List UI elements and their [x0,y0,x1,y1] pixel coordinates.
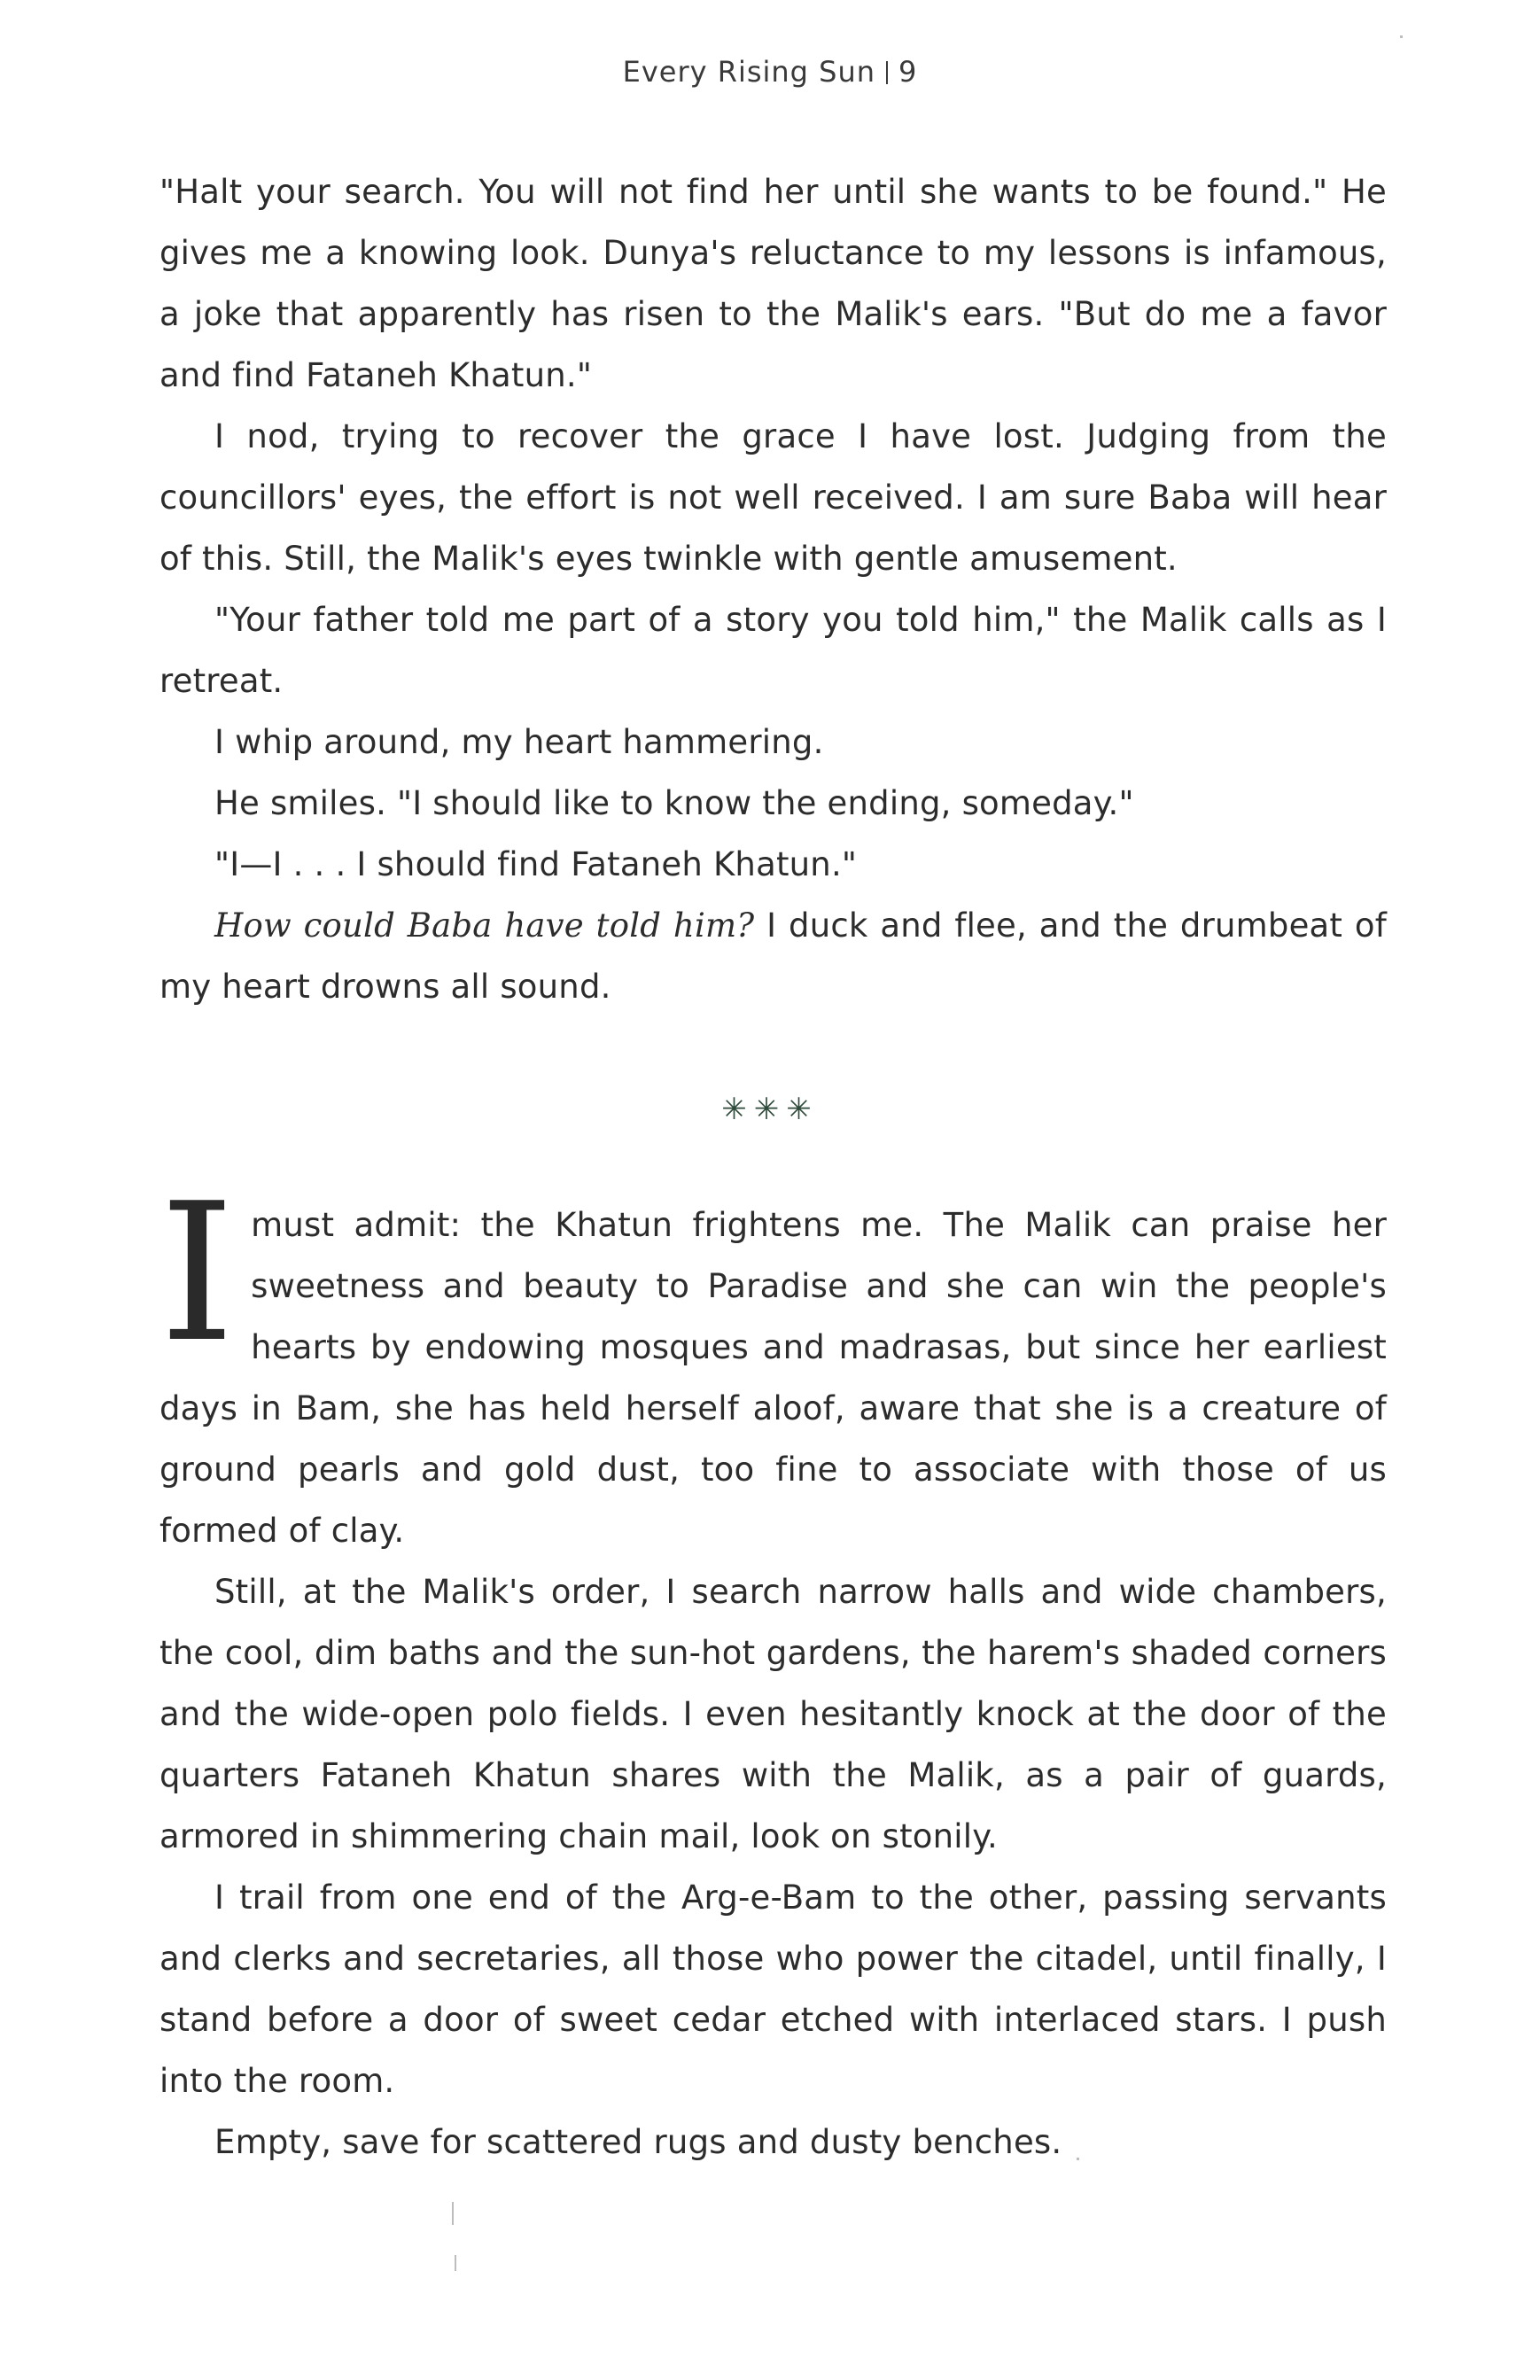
header-separator [886,61,888,84]
paragraph: "I—I . . . I should find Fataneh Khatun." [214,845,858,883]
text-section-a [159,161,1387,1017]
page-number: 9 [898,55,918,89]
paragraph-rest: I duck and flee, and the drumbeat of my heart drowns all sound. [159,906,1387,1006]
italic-thought: How could Baba have told him? [214,906,755,945]
running-head [0,55,1540,89]
book-title: Every Rising Sun [622,55,876,89]
paragraph: Still, at the Malik's order, I search narrow halls and wide chambers, the cool, dim baths and the sun-hot gardens, the harem's shaded corners and the wide-open polo fields. I even hesitantly knock at the door of the quarters Fataneh Khatun shares with the Malik, as a pair of guards, armored in shimmering chain mail, look on stonily. [159,1573,1387,1855]
paragraph: I whip around, my heart hammering. [214,723,824,761]
paragraph: I nod, trying to recover the grace I have lost. Judging from the councillors' eyes, the effort is not well received. I am sure Baba will hear of this. Still, the Malik's eyes twinkle with gentle amusement. [159,417,1387,578]
paragraph: "Your father told me part of a story you told him," the Malik calls as I retreat. [159,601,1387,700]
section-break-ornament: ✳✳✳ [721,1092,819,1127]
paragraph [159,895,1387,1017]
text-section-b [159,1162,1387,2173]
paragraph-text: must admit: the Khatun frightens me. The Malik can praise her sweetness and beauty to Paradise and she can win the people's hearts by endowing mosques and madrasas, but since her earliest days in Bam, she has held herself aloof, aware that she is a creature of ground pearls and gold dust, too fine to associate with those of us formed of clay. [159,1206,1387,1550]
paragraph: Empty, save for scattered rugs and dusty benches. [214,2123,1062,2161]
paragraph: He smiles. "I should like to know the ending, someday." [214,784,1134,822]
paragraph [159,1162,1387,1561]
drop-cap: I [159,1162,236,1384]
paragraph: "Halt your search. You will not find her until she wants to be found." He gives me a knowing look. Dunya's reluctance to my lessons is infamous, a joke that apparently has risen to the Malik's ears. "But do me a favor and find Fataneh Khatun." [159,173,1387,394]
paragraph: I trail from one end of the Arg-e-Bam to the other, passing servants and clerks and secretaries, all those who power the citadel, until finally, I stand before a door of sweet cedar etched with interlaced stars. I push into the room. [159,1878,1387,2100]
